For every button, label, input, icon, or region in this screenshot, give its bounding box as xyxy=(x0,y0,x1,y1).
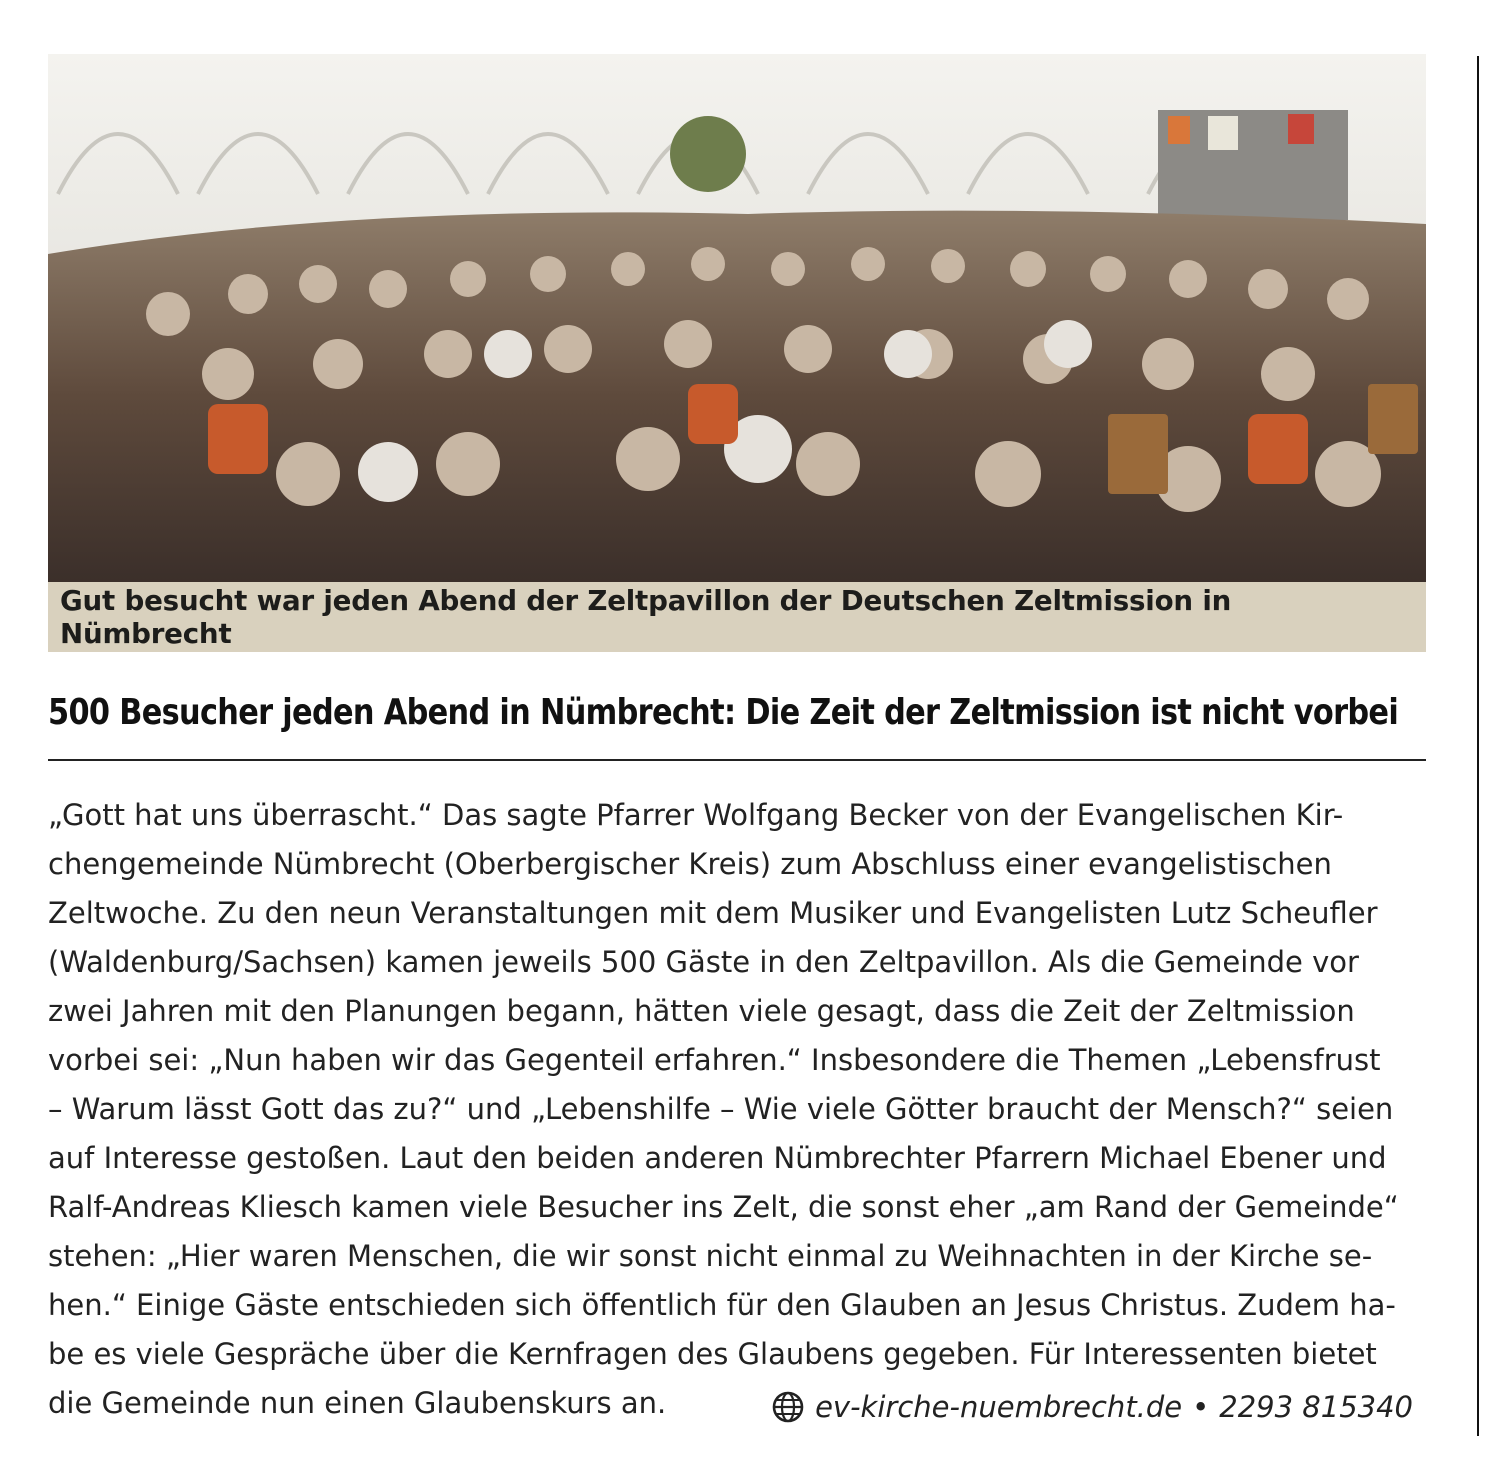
body-line: „Gott hat uns überrascht.“ Das sagte Pfarrer Wolfgang Becker von der Evangelischen Kir- xyxy=(48,798,1344,832)
body-line: zwei Jahren mit den Planungen begann, hätten viele gesagt, dass die Zeit der Zeltmission xyxy=(48,994,1355,1028)
body-line: – Warum lässt Gott das zu?“ und „Lebenshilfe – Wie viele Götter braucht der Mensch?“ seien xyxy=(48,1092,1394,1126)
body-line: hen.“ Einige Gäste entschieden sich öffentlich für den Glauben an Jesus Christus. Zudem ha- xyxy=(48,1288,1396,1322)
audience-photo xyxy=(48,54,1426,582)
audience-photo-illustration xyxy=(48,54,1426,582)
headline-rule xyxy=(48,759,1426,761)
body-line: stehen: „Hier waren Menschen, die wir sonst nicht einmal zu Weihnachten in der Kirche se- xyxy=(48,1239,1373,1273)
contact-info xyxy=(771,1382,1413,1431)
body-line: Zeltwoche. Zu den neun Veranstaltungen mit dem Musiker und Evangelisten Lutz Scheufler xyxy=(48,896,1378,930)
globe-icon xyxy=(771,1390,805,1424)
article-headline: 500 Besucher jeden Abend in Nümbrecht: Die Zeit der Zeltmission ist nicht vorbei xyxy=(48,692,1399,733)
phone-number: 2293 815340 xyxy=(1219,1389,1413,1424)
body-line: vorbei sei: „Nun haben wir das Gegenteil erfahren.“ Insbesondere die Themen „Lebensfrust xyxy=(48,1043,1381,1077)
website-link[interactable]: ev-kirche-nuembrecht.de xyxy=(815,1389,1183,1424)
body-line: Ralf-Andreas Kliesch kamen viele Besucher ins Zelt, die sonst eher „am Rand der Gemeinde“ xyxy=(48,1190,1399,1224)
body-line: auf Interesse gestoßen. Laut den beiden anderen Nümbrechter Pfarrern Michael Ebener und xyxy=(48,1141,1387,1175)
column-divider xyxy=(1477,56,1479,1436)
body-line: chengemeinde Nümbrecht (Oberbergischer Kreis) zum Abschluss einer evangelistischen xyxy=(48,847,1332,881)
photo-caption-text: Gut besucht war jeden Abend der Zeltpavillon der Deutschen Zeltmission in Nümbrecht xyxy=(60,584,1232,650)
body-line: (Waldenburg/Sachsen) kamen jeweils 500 Gäste in den Zeltpavillon. Als die Gemeinde vor xyxy=(48,945,1359,979)
photo-caption xyxy=(48,582,1426,652)
body-line: be es viele Gespräche über die Kernfragen des Glaubens gegeben. Für Interessenten bietet xyxy=(48,1337,1377,1371)
contact-separator: • xyxy=(1192,1389,1210,1424)
body-line: die Gemeinde nun einen Glaubenskurs an. xyxy=(48,1386,667,1420)
article-body xyxy=(48,791,1426,1428)
